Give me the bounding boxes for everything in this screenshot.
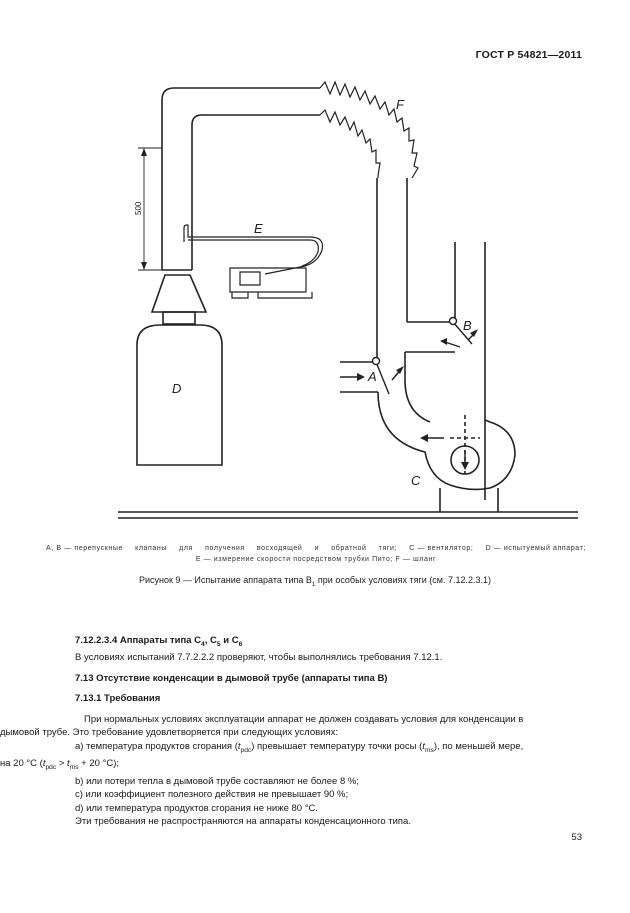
figure-legend: [46, 543, 586, 565]
label-b: B: [463, 318, 472, 333]
requirement-d: d) или температура продуктов сгорания не ниже 80 °С.: [75, 802, 319, 814]
label-a: A: [368, 369, 377, 384]
section-heading-7-13: 7.13 Отсутствие конденсации в дымовой трубе (аппараты типа В): [75, 672, 388, 684]
legend-line-2: E — измерение скорости посредством трубки Пито; F — шланг: [195, 556, 437, 563]
page-number: 53: [571, 832, 582, 843]
figure-caption: Рисунок 9 — Испытание аппарата типа $В_1$ при особых условиях тяги (см. 7.12.2.3.1): [138, 575, 492, 588]
label-c: C: [411, 473, 421, 488]
requirement-c: c) или коэффициент полезного действия не превышает 90 %;: [75, 789, 349, 801]
section-heading-7-12-2-3-4: 7.12.2.3.4 Аппараты типа $С_4$, $С_5$ и $С_6$: [75, 635, 243, 648]
label-d: D: [172, 381, 182, 396]
dimension-500: 500: [134, 201, 143, 215]
damper-a: [376, 362, 389, 394]
section-text: В условиях испытаний 7.7.2.2.2 проверяют, чтобы выполнялись требования 7.12.1.: [75, 652, 443, 664]
requirements-intro: При нормальных условиях эксплуатации аппарат не должен создавать условия для конденсации в дымовой трубе. Это требование удовлетворяется при следующих условиях:: [0, 713, 524, 739]
label-f: F: [396, 97, 404, 112]
chimney-inner-wall: [192, 115, 320, 270]
legend-line-1: A, B — перепускные клапаны для получения восходящей и обратной тяги; C — вентилятор; D — испытуемый аппарат;: [46, 545, 586, 552]
hose-inner: [320, 110, 380, 178]
requirement-b: b) или потери тепла в дымовой трубе составляют не более 8 %;: [75, 775, 359, 787]
label-e: E: [254, 221, 263, 236]
requirement-note: Эти требования не распространяются на аппараты конденсационного типа.: [75, 816, 411, 828]
draught-hood: [152, 275, 206, 312]
section-heading-7-13-1: 7.13.1 Требования: [75, 693, 161, 705]
requirement-a: a) температура продуктов сгорания $(t_{pdc})$ превышает температуру точки росы $(t_{ms})$, по меньшей мере, на 20 °С ($t_{pdc} > t_{ms} + 20$ °С);: [0, 740, 524, 772]
document-standard-header: ГОСТ Р 54821—2011: [475, 49, 582, 61]
document-body: [0, 634, 585, 829]
